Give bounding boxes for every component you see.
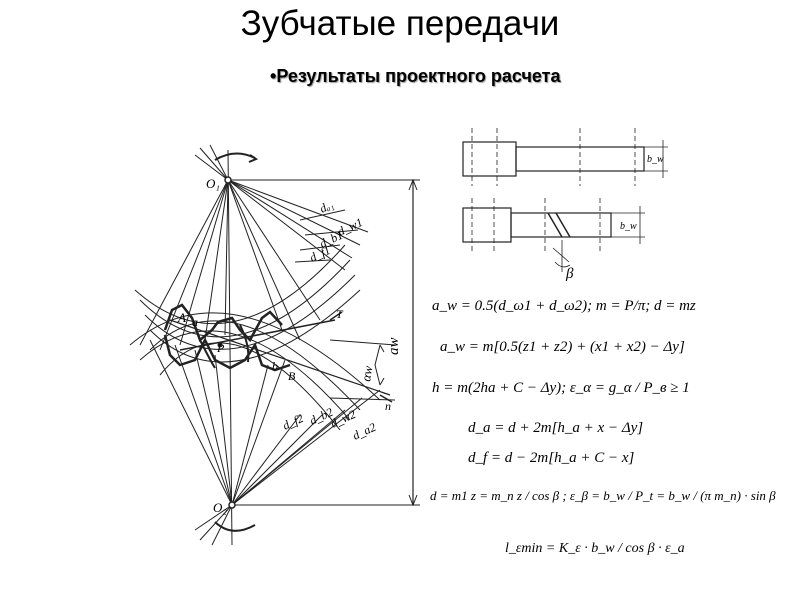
formula-3: h = m(2ha + C − Δy); ε_α = g_α / P_в ≥ 1: [432, 380, 690, 396]
gear-drawing: [130, 145, 420, 545]
label-da2: d_a2: [350, 419, 379, 443]
label-bw-bottom: b_w: [620, 221, 637, 232]
slide-title: Зубчатые передачи: [240, 4, 560, 43]
label-o1: O₁: [206, 176, 220, 191]
label-b: b: [272, 359, 278, 373]
formulas: [430, 298, 776, 556]
label-db1: d_b1: [317, 227, 346, 251]
bullet-dot: •: [270, 66, 277, 86]
label-aw: aw: [386, 337, 402, 355]
formula-2: a_w = m[0.5(z1 + z2) + (x1 + x2) − Δy]: [440, 339, 685, 355]
label-dw2: d_w2: [328, 407, 358, 431]
label-beta: β: [566, 266, 574, 282]
formula-6: d = m1 z = m_n z / cos β ; ε_β = b_w / P_t = b_w / (π m_n) · sin β: [430, 488, 776, 503]
label-db2: d_b2: [307, 404, 336, 428]
label-alpha-w: αw: [358, 364, 376, 383]
formula-5: d_f = d − 2m[h_a + C − x]: [468, 450, 635, 466]
label-da1: dₐ₁: [317, 197, 336, 216]
label-o2: O₂: [213, 500, 227, 515]
label-df2: d_f2: [280, 411, 306, 433]
bullet-text: Результаты проектного расчета: [276, 66, 561, 86]
formula-7: l_εmin = K_ε · b_w / cos β · ε_a: [505, 541, 685, 556]
label-T: T: [336, 307, 343, 321]
label-df1: d_f1: [307, 243, 333, 265]
formula-4: d_a = d + 2m[h_a + x − Δy]: [468, 420, 644, 436]
label-P: P: [217, 341, 225, 355]
label-bw-top: b_w: [647, 154, 664, 165]
width-sketches: [463, 128, 668, 272]
label-a: a: [192, 315, 198, 329]
label-n: n: [385, 399, 391, 413]
formula-1: a_w = 0.5(d_ω1 + d_ω2); m = P/π; d = mz: [432, 298, 696, 314]
label-B: B: [288, 369, 296, 383]
label-A: A: [178, 310, 186, 325]
label-dw1: d_w1: [335, 215, 365, 239]
